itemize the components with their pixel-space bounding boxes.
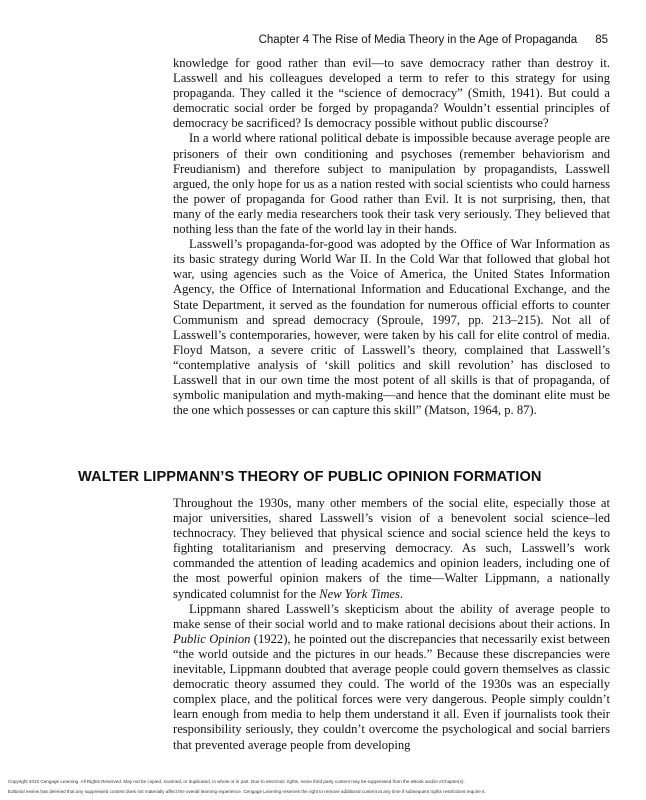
p2-text-a: Lippmann shared Lasswell’s skepticism about the ability of average people to make sense of their social world and to make rational decisions about their actions. In xyxy=(173,601,610,631)
running-head xyxy=(170,34,608,46)
running-title: Chapter 4 The Rise of Media Theory in the Age of Propaganda xyxy=(258,34,578,46)
editorial-notice: Editorial review has deemed that any suppressed content does not materially affect the overall learning experience. Cengage Learning reserves the right to remove additional content at any time if subsequent rights restrictions require it. xyxy=(8,789,486,794)
section-heading: WALTER LIPPMANN’S THEORY OF PUBLIC OPINION FORMATION xyxy=(78,469,542,485)
p2-italic-title: Public Opinion xyxy=(173,631,251,646)
top-text-block xyxy=(173,56,610,418)
page-number: 85 xyxy=(595,34,608,46)
copyright-notice: Copyright 2010 Cengage Learning. All Rights Reserved. May not be copied, scanned, or duplicated, in whole or in part. Due to electronic rights, some third party content may be suppressed from the eBook and/or eChapter(s). xyxy=(8,779,465,784)
p1-text-a: Throughout the 1930s, many other members of the social elite, especially those at major universities, shared Lasswell’s vision of a benevolent social science–led technocracy. They believed that physical science and social science held the keys to fighting totalitarianism and preserving democracy. As such, Lasswell’s work commanded the attention of leading academics and opinion leaders, including one of the most powerful opinion makers of the time—Walter Lippmann, a nationally syndicated columnist for the xyxy=(173,496,610,601)
p1-text-b: . xyxy=(399,586,404,601)
p2-text-b: (1922), he pointed out the discrepancies that necessarily exist between “the world outside and the pictures in our heads.” Because these discrepancies were inevitable, Lippmann doubted that average people could govern themselves as classic democratic theory assumed they could. The world of the 1930s was an especially complex place, and the political forces were very dangerous. People simply couldn’t learn enough from media to help them understand it all. Even if journalists took their responsibility seriously, they couldn’t overcome the psychological and social barriers that prevented average people from developing xyxy=(173,631,610,752)
section-text-block xyxy=(173,496,610,753)
paragraph-rational-debate: In a world where rational political debate is impossible because average people are prisoners of their own conditioning and psychoses (remember behaviorism and Freudianism) and therefore subject to manipulation by propagandists, Lasswell argued, the only hope for us as a nation rested with social scientists who could harness the power of propaganda for Good rather than Evil. It is not surprising, then, that many of the early media researchers took their task very seriously. They believed that nothing less than the fate of the world lay in their hands. xyxy=(173,131,610,237)
paragraph-continuation: knowledge for good rather than evil—to save democracy rather than destroy it. Lasswell and his colleagues developed a term to refer to this strategy for using propaganda. They called it the “science of democracy” (Smith, 1941). But could a democratic social order be forged by propaganda? Wouldn’t essential principles of democracy be sacrificed? Is democracy possible without public discourse? xyxy=(173,56,610,131)
paragraph-propaganda-for-good: Lasswell’s propaganda-for-good was adopted by the Office of War Information as its basic strategy during World War II. In the Cold War that followed that global hot war, using agencies such as the Voice of America, the United States Information Agency, the Office of International Information and Educational Exchange, and the State Department, it served as the foundation for numerous official efforts to counter Communism and spread democracy (Sproule, 1997, pp. 213–215). Not all of Lasswell’s contemporaries, however, were taken by his call for elite control of media. Floyd Matson, a severe critic of Lasswell’s theory, complained that Lasswell’s “contemplative analysis of ‘skill politics and skill revolution’ has disclosed to Lasswell that in our own time the most potent of all skills is that of propaganda, of symbolic manipulation and myth-making—and hence that the dominant elite must be the one which possesses or can capture this skill” (Matson, 1964, p. 87). xyxy=(173,237,610,418)
p1-italic-title: New York Times xyxy=(319,586,400,601)
paragraph-1930s-elite xyxy=(173,496,610,602)
paragraph-lippmann-skepticism xyxy=(173,602,610,753)
